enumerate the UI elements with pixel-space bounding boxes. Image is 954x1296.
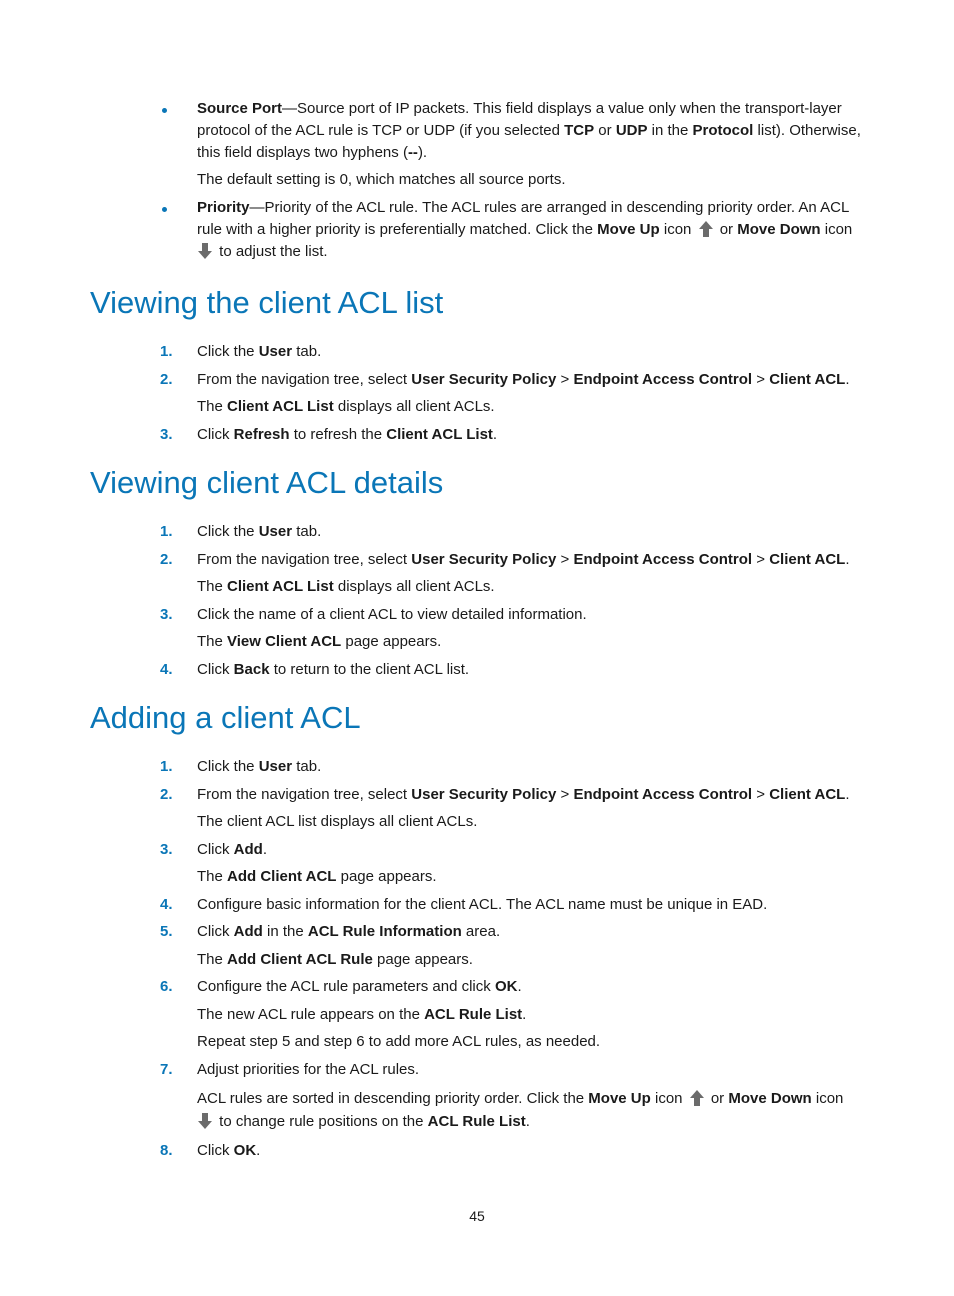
step-1: 1. Click the User tab. [160,523,322,540]
step-3: 3. Click Refresh to refresh the Client ACL List. [160,425,498,443]
step-7-detail: ACL rules are sorted in descending priority order. Click the Move Up icon or Move Down icon to change rule positions on the ACL Rule List. [197,1090,844,1130]
section-heading-viewing-client-acl-list: Viewing the client ACL list [90,285,444,320]
move-up-arrow-icon [689,1089,705,1107]
section-heading-viewing-client-acl-details: Viewing client ACL details [90,465,444,500]
steps-adding-client-acl [160,757,870,1168]
step-7: 7. Adjust priorities for the ACL rules. ACL rules are sorted in descending priority order. Click the Move Up icon or Move Down icon to change rule positions on the ACL Rule List. [160,1060,870,1134]
bullet-icon [162,207,167,212]
step-2-result: The Client ACL List displays all client ACLs. [197,398,495,415]
step-8: 8. Click OK. [160,1141,261,1159]
field-description-list [160,98,870,269]
step-3: 3. Click Add. The Add Client ACL page appears. [160,840,870,888]
step-2: 2. From the navigation tree, select User Security Policy > Endpoint Access Control > Client ACL. The Client ACL List displays all client ACLs. [160,550,870,598]
step-5-result: The Add Client ACL Rule page appears. [197,950,473,968]
step-1: 1. Click the User tab. [160,758,322,775]
step-3-result: The Add Client ACL page appears. [197,868,437,885]
step-3: 3. Click the name of a client ACL to view detailed information. The View Client ACL page appears. [160,605,870,653]
move-down-arrow-icon [197,242,213,260]
step-2: 2. From the navigation tree, select User Security Policy > Endpoint Access Control > Client ACL. The client ACL list displays all client ACLs. [160,785,870,833]
steps-viewing-client-acl-details [160,522,870,687]
step-2-result: The Client ACL List displays all client ACLs. [197,578,495,595]
step-6-result: The new ACL rule appears on the ACL Rule List. [197,1005,527,1023]
step-6-note: Repeat step 5 and step 6 to add more ACL rules, as needed. [197,1033,601,1050]
section-heading-adding-client-acl: Adding a client ACL [90,700,361,735]
move-up-arrow-icon [698,220,714,238]
page-number: 45 [469,1208,485,1224]
step-5: 5. Click Add in the ACL Rule Information area. The Add Client ACL Rule page appears. [160,922,870,970]
step-2-result: The client ACL list displays all client ACLs. [197,813,478,830]
steps-viewing-client-acl-list [160,342,870,452]
move-down-arrow-icon [197,1112,213,1130]
step-4: 4. Configure basic information for the client ACL. The ACL name must be unique in EAD. [160,895,768,913]
default-setting-text: The default setting is 0, which matches all source ports. [197,171,566,188]
list-item-source-port: Source Port—Source port of IP packets. This field displays a value only when the transport-layer protocol of the ACL rule is TCP or UDP (if you selected TCP or UDP in the Protocol list). Otherwise, this field displays two hyphens (--). The default setting is 0, which matches all source ports. [160,98,870,191]
step-2: 2. From the navigation tree, select User Security Policy > Endpoint Access Control > Client ACL. The Client ACL List displays all client ACLs. [160,370,870,418]
bullet-icon [162,108,167,113]
list-item-priority: Priority—Priority of the ACL rule. The ACL rules are arranged in descending priority order. An ACL rule with a higher priority is preferentially matched. Click the Move Up icon or Move Down icon to adjust the list. [160,197,870,263]
step-1: 1. Click the User tab. [160,343,322,360]
step-4: 4. Click Back to return to the client ACL list. [160,660,470,678]
step-3-result: The View Client ACL page appears. [197,633,442,650]
step-6: 6. Configure the ACL rule parameters and click OK. The new ACL rule appears on the ACL Rule List. Repeat step 5 and step 6 to add more ACL rules, as needed. [160,977,870,1052]
